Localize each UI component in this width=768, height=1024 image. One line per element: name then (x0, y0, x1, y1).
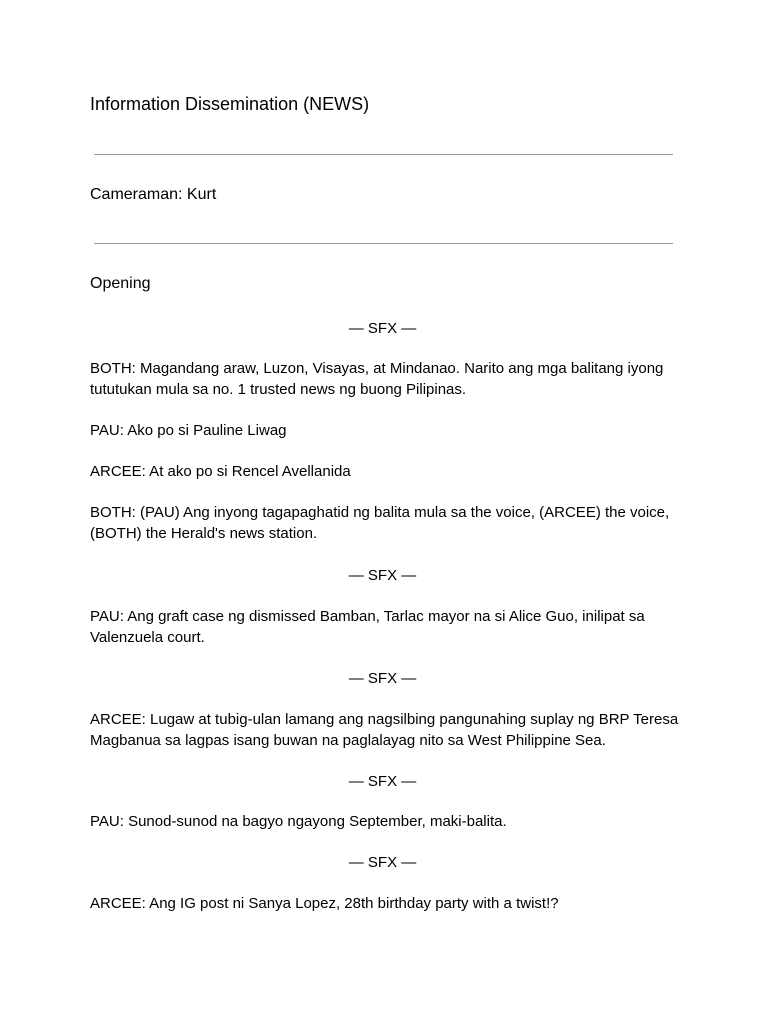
section-heading: Opening (90, 275, 151, 292)
sfx-marker: — SFX — (348, 567, 417, 584)
script-line-arcee-intro: ARCEE: At ako po si Rencel Avellanida (90, 463, 351, 480)
cameraman-line: Cameraman: Kurt (90, 186, 217, 203)
script-line-pau-intro: PAU: Ako po si Pauline Liwag (90, 422, 287, 439)
script-line-both-greeting: BOTH: Magandang araw, Luzon, Visayas, at Mindanao. Narito ang mga balitang iyong tututukan mula sa no. 1 trusted news ng buong Pilipinas. (90, 360, 664, 398)
sfx-marker: — SFX — (348, 320, 417, 337)
sfx-marker: — SFX — (348, 773, 417, 790)
script-line-pau-news-2: PAU: Sunod-sunod na bagyo ngayong September, maki-balita. (90, 813, 507, 830)
script-line-pau-news-1: PAU: Ang graft case ng dismissed Bamban, Tarlac mayor na si Alice Guo, inilipat sa Valenzuela court. (90, 608, 645, 646)
script-line-arcee-news-1: ARCEE: Lugaw at tubig-ulan lamang ang nagsilbing pangunahing suplay ng BRP Teresa Magbanua sa lagpas isang buwan na paglalayag nito sa West Philippine Sea. (90, 711, 679, 749)
script-line-both-station: BOTH: (PAU) Ang inyong tagapaghatid ng balita mula sa the voice, (ARCEE) the voice, (BOTH) the Herald's news station. (90, 504, 670, 542)
horizontal-rule-top (94, 154, 673, 155)
sfx-marker: — SFX — (348, 670, 417, 687)
horizontal-rule-bottom (94, 243, 673, 244)
script-line-arcee-news-2: ARCEE: Ang IG post ni Sanya Lopez, 28th birthday party with a twist!? (90, 895, 559, 912)
document-title: Information Dissemination (NEWS) (90, 94, 370, 114)
sfx-marker: — SFX — (348, 854, 417, 871)
